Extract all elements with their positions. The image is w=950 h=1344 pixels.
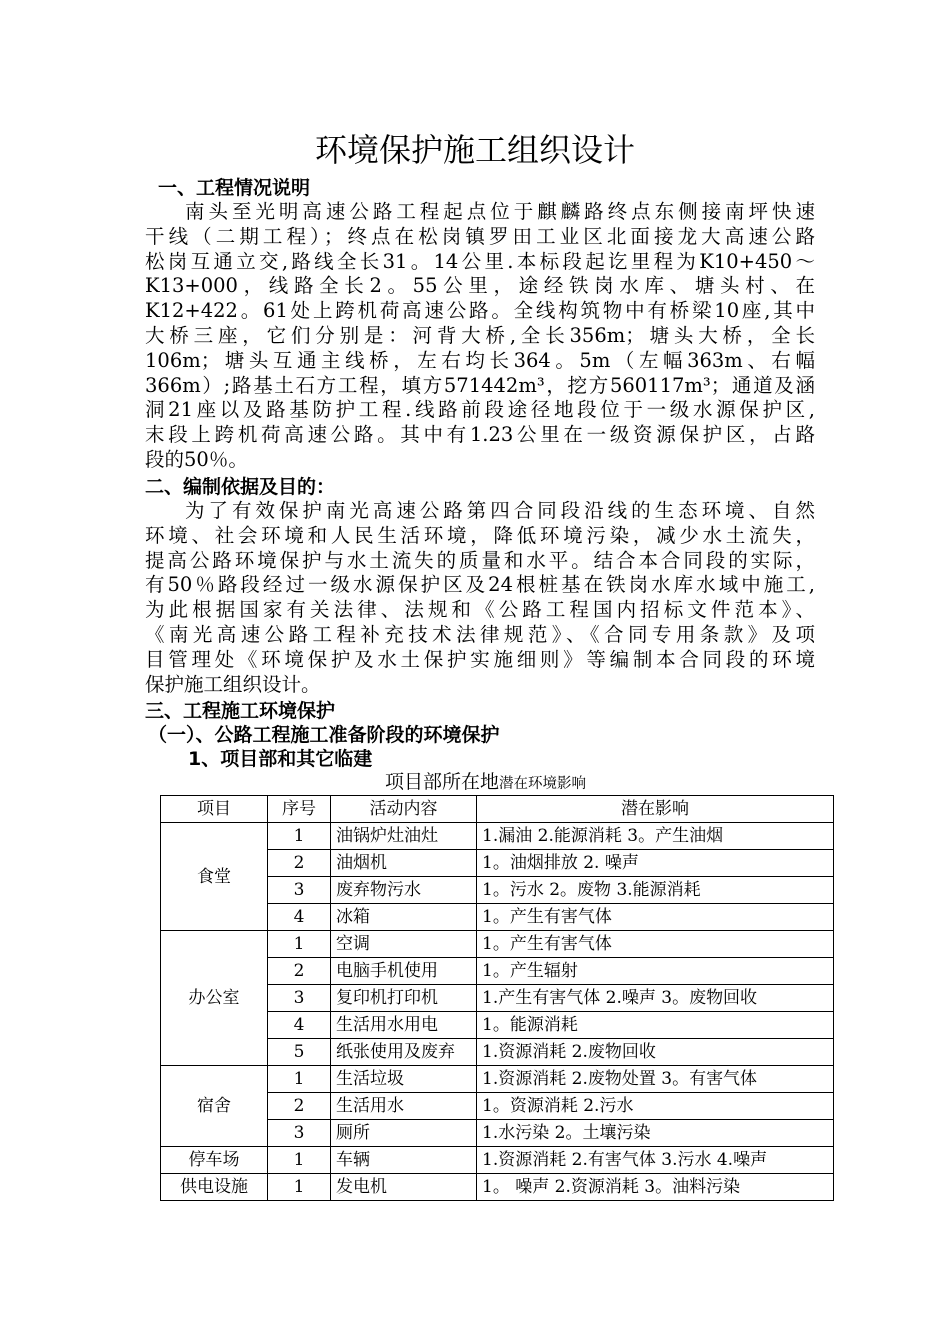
cell-item: 供电设施 — [161, 1174, 268, 1201]
cell-activity: 冰箱 — [331, 904, 477, 931]
impact-table — [160, 795, 834, 1201]
cell-impact: 1.水污染 2。土壤污染 — [477, 1120, 834, 1147]
cell-no: 1 — [268, 1147, 331, 1174]
cell-impact: 1。产生有害气体 — [477, 931, 834, 958]
paragraph-line: 366m）;路基土石方工程，填方571442m³，挖方560117m³；通道及涵 — [145, 373, 815, 397]
table-header-row — [161, 796, 834, 823]
table-row — [161, 1066, 834, 1093]
document-title: 环境保护施工组织设计 — [314, 131, 635, 169]
cell-item: 停车场 — [161, 1147, 268, 1174]
paragraph-line: 为了有效保护南光高速公路第四合同段沿线的生态环境、自然 — [185, 499, 815, 522]
cell-impact: 1。资源消耗 2.污水 — [477, 1093, 834, 1120]
cell-impact: 1。产生辐射 — [477, 958, 834, 985]
table-caption-main: 项目部所在地 — [385, 771, 500, 793]
cell-activity: 厕所 — [331, 1120, 477, 1147]
cell-item: 宿舍 — [161, 1066, 268, 1147]
cell-no: 1 — [268, 931, 331, 958]
cell-item: 办公室 — [161, 931, 268, 1066]
cell-activity: 复印机打印机 — [331, 985, 477, 1012]
paragraph-line: 南头至光明高速公路工程起点位于麒麟路终点东侧接南坪快速 — [185, 200, 815, 223]
paragraph-line: 段的50％。 — [145, 447, 248, 471]
paragraph-line: 大桥三座，它们分别是：河背大桥,全长356m；塘头大桥，全长 — [145, 323, 815, 347]
cell-activity: 电脑手机使用 — [331, 958, 477, 985]
paragraph-line: K13+000，线路全长2。55公里，途经铁岗水库、塘头村、在 — [145, 274, 815, 298]
cell-no: 3 — [268, 1120, 331, 1147]
cell-impact: 1。能源消耗 — [477, 1012, 834, 1039]
cell-impact: 1.资源消耗 2.有害气体 3.污水 4.噪声 — [477, 1147, 834, 1174]
paragraph-line: 环境、社会环境和人民生活环境，降低环境污染，减少水土流失， — [145, 523, 815, 547]
cell-impact: 1.产生有害气体 2.噪声 3。废物回收 — [477, 985, 834, 1012]
cell-impact: 1。 噪声 2.资源消耗 3。油料污染 — [477, 1174, 834, 1201]
cell-impact: 1.漏油 2.能源消耗 3。产生油烟 — [477, 823, 834, 850]
cell-no: 1 — [268, 1066, 331, 1093]
header-activity: 活动内容 — [331, 796, 477, 823]
cell-no: 2 — [268, 958, 331, 985]
cell-no: 4 — [268, 1012, 331, 1039]
cell-activity: 油烟机 — [331, 850, 477, 877]
cell-no: 2 — [268, 1093, 331, 1120]
cell-no: 2 — [268, 850, 331, 877]
header-item: 项目 — [161, 796, 268, 823]
table-caption-small: 潜在环境影响 — [499, 776, 587, 792]
table-row — [161, 823, 834, 850]
section3-heading: 三、工程施工环境保护 — [145, 700, 336, 722]
section1-paragraph — [145, 200, 815, 473]
cell-no: 5 — [268, 1039, 331, 1066]
section2-heading: 二、编制依据及目的： — [145, 476, 336, 498]
cell-impact: 1。产生有害气体 — [477, 904, 834, 931]
paragraph-line: 106m；塘头互通主线桥，左右均长364。5m（左幅363m、右幅 — [145, 348, 815, 372]
section2-paragraph — [145, 499, 815, 697]
cell-impact: 1.资源消耗 2.废物处置 3。有害气体 — [477, 1066, 834, 1093]
section1-heading: 一、工程情况说明 — [158, 177, 311, 199]
cell-no: 1 — [268, 823, 331, 850]
cell-item: 食堂 — [161, 823, 268, 931]
table-row — [161, 931, 834, 958]
cell-activity: 生活垃圾 — [331, 1066, 477, 1093]
paragraph-line: 洞21座以及路基防护工程.线路前段途径地段位于一级水源保护区, — [145, 398, 815, 422]
table-row — [161, 1147, 834, 1174]
paragraph-line: 松岗互通立交,路线全长31。14公里.本标段起讫里程为K10+450～ — [145, 249, 815, 273]
paragraph-line: 有50％路段经过一级水源保护区及24根桩基在铁岗水库水域中施工, — [145, 573, 815, 597]
paragraph-line: 为此根据国家有关法律、法规和《公路工程国内招标文件范本》、 — [145, 598, 815, 622]
cell-activity: 废弃物污水 — [331, 877, 477, 904]
cell-activity: 空调 — [331, 931, 477, 958]
section3-sub1: （一）、公路工程施工准备阶段的环境保护 — [148, 724, 500, 746]
cell-activity: 发电机 — [331, 1174, 477, 1201]
header-no: 序号 — [268, 796, 331, 823]
paragraph-line: 干线（二期工程）；终点在松岗镇罗田工业区北面接龙大高速公路 — [145, 224, 815, 248]
paragraph-line: 《南光高速公路工程补充技术法律规范》、《合同专用条款》及项 — [145, 622, 815, 646]
header-impact: 潜在影响 — [477, 796, 834, 823]
cell-no: 4 — [268, 904, 331, 931]
table-caption — [385, 770, 586, 796]
cell-activity: 油锅炉灶油灶 — [331, 823, 477, 850]
table-row — [161, 1174, 834, 1201]
table-body — [161, 823, 834, 1201]
cell-impact: 1。污水 2。废物 3.能源消耗 — [477, 877, 834, 904]
paragraph-line: 末段上跨机荷高速公路。其中有1.23公里在一级资源保护区，占路 — [145, 423, 815, 447]
cell-activity: 车辆 — [331, 1147, 477, 1174]
paragraph-line: 目管理处《环境保护及水土保护实施细则》等编制本合同段的环境 — [145, 647, 815, 671]
cell-activity: 纸张使用及废弃 — [331, 1039, 477, 1066]
paragraph-line: 保护施工组织设计。 — [145, 672, 321, 696]
section3-sub2: 1、项目部和其它临建 — [188, 748, 373, 770]
cell-no: 3 — [268, 985, 331, 1012]
cell-no: 1 — [268, 1174, 331, 1201]
cell-no: 3 — [268, 877, 331, 904]
cell-activity: 生活用水用电 — [331, 1012, 477, 1039]
cell-impact: 1.资源消耗 2.废物回收 — [477, 1039, 834, 1066]
paragraph-line: K12+422。61处上跨机荷高速公路。全线构筑物中有桥梁10座,其中 — [145, 299, 815, 323]
cell-impact: 1。油烟排放 2. 噪声 — [477, 850, 834, 877]
cell-activity: 生活用水 — [331, 1093, 477, 1120]
paragraph-line: 提高公路环境保护与水土流失的质量和水平。结合本合同段的实际， — [145, 548, 815, 572]
